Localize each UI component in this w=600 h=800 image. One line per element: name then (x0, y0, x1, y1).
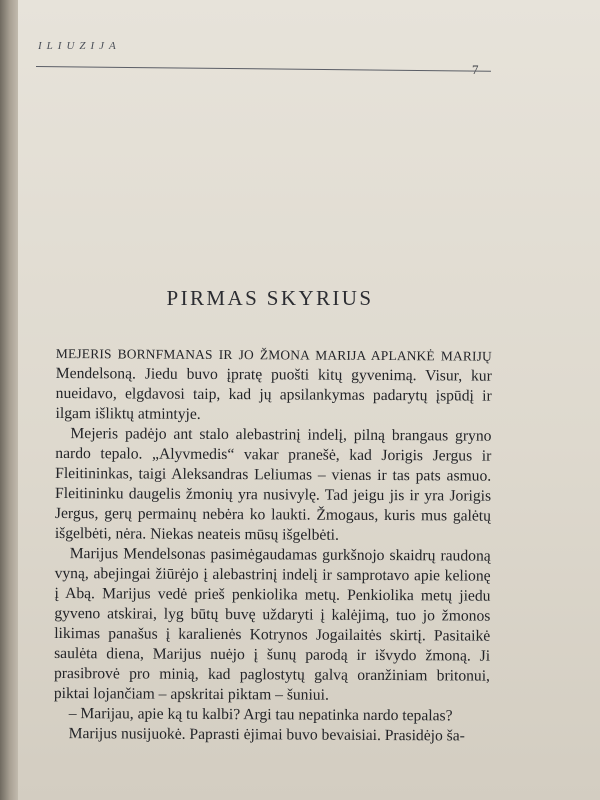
paragraph: Mejeris padėjo ant stalo alebastrinį indelį, pilną brangaus gryno nardo tepalo. „Alyvmedis“ vakar pranešė, kad Jorigis Jergus ir Fleitininkas, taigi Aleksandras Leliumas – vienas ir tas pats asmuo. Fleitininku daugelis žmonių yra nusivylę. Tad jeigu jis ir yra Jorigis Jergus, gerų permainų nebėra ko laukti. Žmogaus, kuris mus galėtų išgelbėti, nėra. Niekas neateis mūsų išgelbėti. (54, 425, 492, 544)
dialogue-line: – Marijau, apie ką tu kalbi? Argi tau nepatinka nardo tepalas? (68, 705, 453, 725)
paragraph (56, 344, 492, 427)
chapter-body (54, 344, 492, 747)
lead-in-caps: MEJERIS BORNFMANAS IR JO ŽMONA MARIJA APLANKĖ MARIJŲ (55, 345, 492, 364)
paragraph: Marijus Mendelsonas pasimėgaudamas gurkšnojo skaidrų raudoną vyną, abejingai žiūrėjo į alebastrinį indelį ir samprotavo apie kelionę į Abą. Marijus vedė prieš penkiolika metų. Penkiolika metų jiedu gyveno atskirai, lyg būtų buvę uždaryti į kalėjimą, tuo jo žmonos likimas panašus į karalienės Kotrynos Jogailaitės skirtį. Pasitaikė saulėta diena, Marijus nuėjo į šunų parodą ir išvydo žmoną. Ji prasibrovė pro minią, kad paglostytų galvą oranžiniam britonui, piktai lojančiam – apskritai piktam – šuniui. (53, 545, 491, 704)
paragraph-text: Mendelsoną. Jiedu buvo įpratę puošti kitų gyvenimą. Visur, kur nueidavo, elgdavosi taip, kad jų apsilankymas padarytų įspūdį ir ilgam išliktų atmintyje. (55, 364, 492, 423)
page-number: 7 (472, 62, 479, 77)
chapter-title: PIRMAS SKYRIUS (166, 286, 374, 310)
running-head: ILIUZIJA (38, 40, 121, 52)
paragraph: Marijus nusijuokė. Paprasti ėjimai buvo bevaisiai. Prasidėjo ša- (68, 725, 465, 745)
